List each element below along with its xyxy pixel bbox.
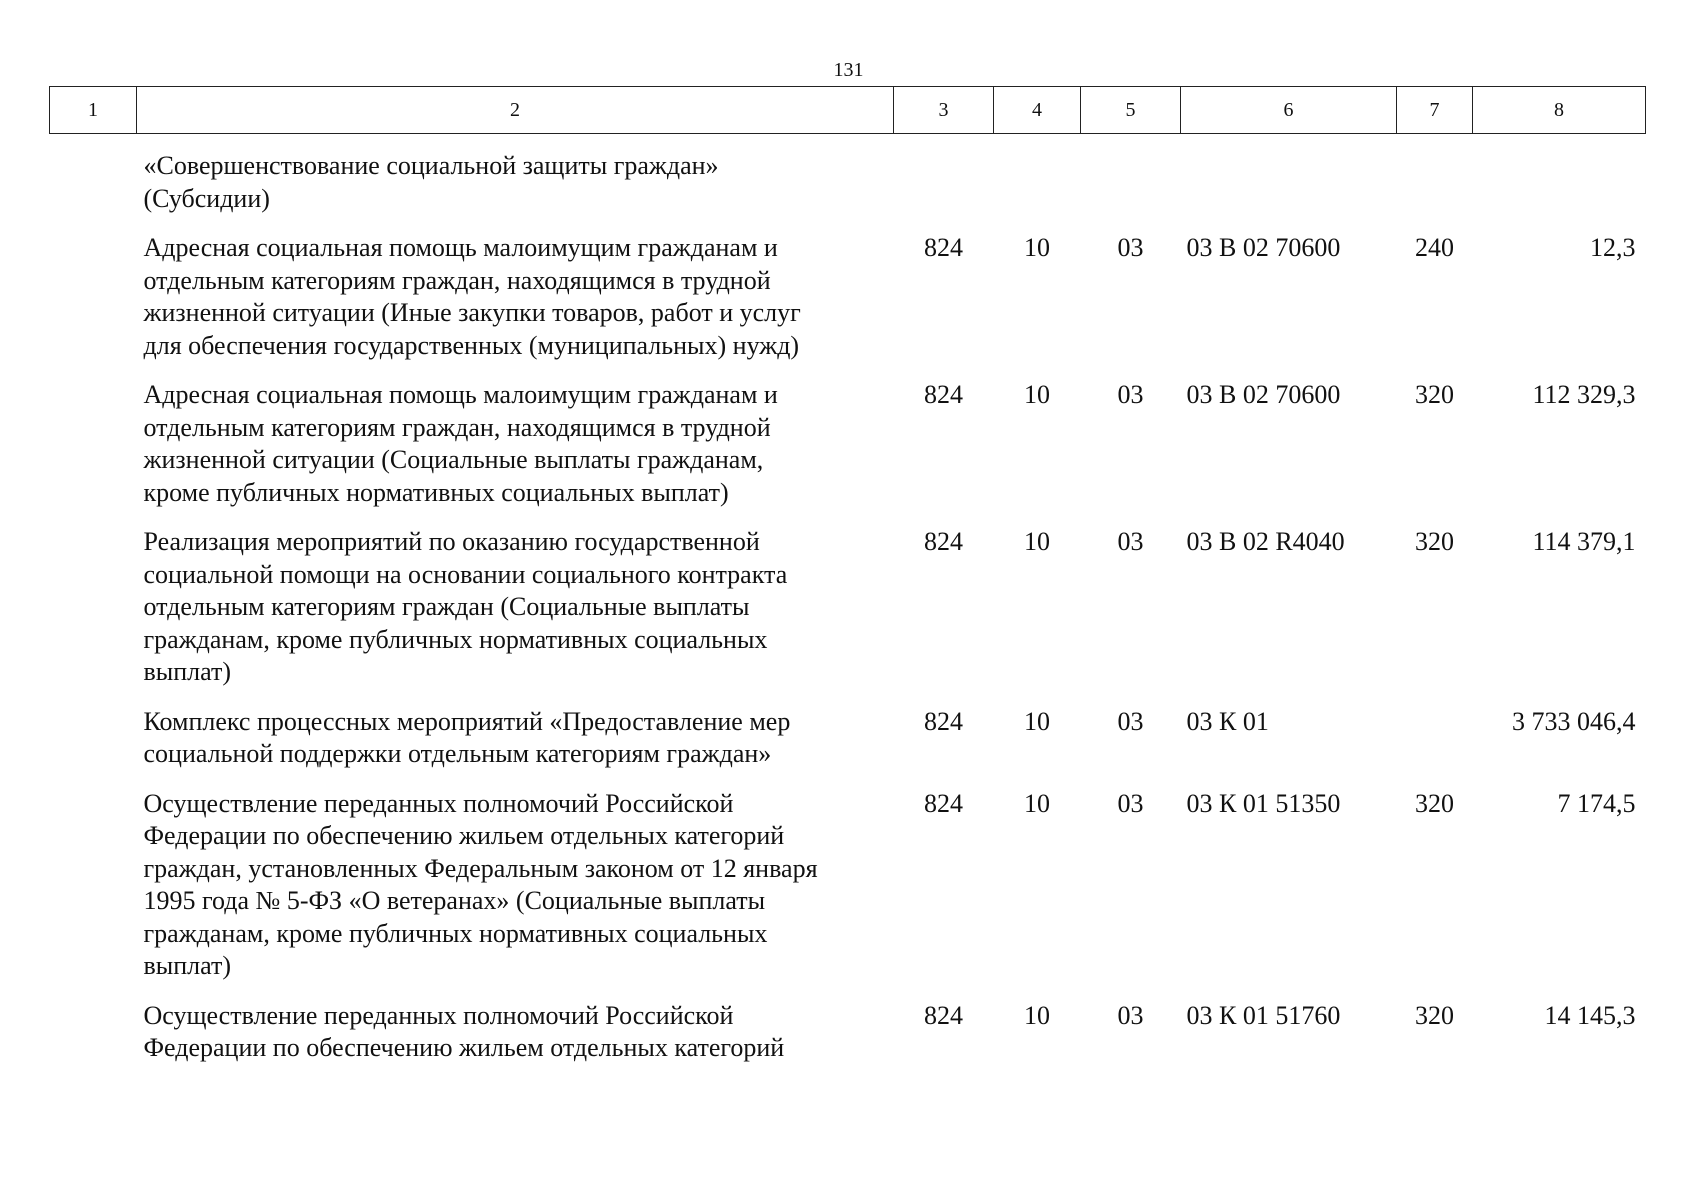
target-article-cell: 03 К 01 51350 xyxy=(1186,788,1341,818)
row-spacer-cell xyxy=(50,771,1646,788)
column-header-2: 2 xyxy=(137,87,894,134)
section-code-cell: 10 xyxy=(1024,788,1050,818)
ministry-code-cell: 824 xyxy=(924,1000,963,1030)
table-row xyxy=(50,379,1646,509)
subsection-code-cell: 03 xyxy=(1117,706,1144,736)
subsection-code-cell xyxy=(1081,150,1181,215)
description-line: жизненной ситуации (Социальные выплаты гражданам, xyxy=(143,445,764,474)
description-line: Адресная социальная помощь малоимущим гражданам и xyxy=(143,233,778,262)
target-article-cell: 03 В 02 70600 xyxy=(1186,233,1341,262)
subsection-code-cell: 03 xyxy=(1117,1000,1144,1030)
table-row xyxy=(50,232,1646,362)
expense-type-cell xyxy=(1397,150,1473,215)
column-header-4: 4 xyxy=(994,87,1081,134)
expense-type-cell: 240 xyxy=(1415,233,1454,262)
target-article-cell: 03 К 01 51760 xyxy=(1186,1000,1341,1030)
description-line: «Совершенствование социальной защиты граждан» xyxy=(143,151,719,180)
row-spacer xyxy=(50,509,1646,526)
description-line: социальной поддержки отдельным категориям граждан» xyxy=(143,739,772,768)
section-code-cell: 10 xyxy=(1024,527,1050,556)
amount-cell: 112 329,3 xyxy=(1532,380,1636,409)
ministry-code-cell: 824 xyxy=(924,233,963,262)
table-row xyxy=(50,1000,1646,1065)
description-line: 1995 года № 5-ФЗ «О ветеранах» (Социальные выплаты xyxy=(143,886,766,915)
page-number: 131 xyxy=(833,59,864,81)
row-spacer-cell xyxy=(50,689,1646,706)
row-description xyxy=(50,232,894,362)
column-header-1: 1 xyxy=(50,87,137,134)
expense-type-cell: 320 xyxy=(1415,788,1454,818)
row-description xyxy=(50,1000,894,1065)
subsection-code-cell: 03 xyxy=(1117,233,1144,262)
target-article-cell: 03 В 02 R4040 xyxy=(1186,527,1345,556)
amount-cell: 3 733 046,4 xyxy=(1512,706,1636,736)
budget-table xyxy=(49,86,1646,1065)
column-header-6: 6 xyxy=(1181,87,1397,134)
description-line: для обеспечения государственных (муниципальных) нужд) xyxy=(143,330,800,360)
row-description xyxy=(50,150,894,215)
table-row xyxy=(50,788,1646,983)
target-article-cell xyxy=(1181,150,1397,215)
subsection-code-cell: 03 xyxy=(1117,788,1144,818)
section-code-cell: 10 xyxy=(1024,706,1050,736)
description-line: отдельным категориям граждан, находящимся в трудной xyxy=(143,265,771,295)
column-header-8: 8 xyxy=(1473,87,1646,134)
description-line: кроме публичных нормативных социальных выплат) xyxy=(143,477,729,507)
description-line: Осуществление переданных полномочий Российской xyxy=(143,1000,734,1030)
description-line: жизненной ситуации (Иные закупки товаров, работ и услуг xyxy=(143,298,801,327)
table-row xyxy=(50,150,1646,215)
amount-cell: 114 379,1 xyxy=(1532,527,1636,556)
description-line: Адресная социальная помощь малоимущим гражданам и xyxy=(143,380,778,409)
description-line: гражданам, кроме публичных нормативных социальных xyxy=(143,624,768,654)
description-line: Федерации по обеспечению жильем отдельных категорий xyxy=(143,1033,785,1062)
row-description xyxy=(50,526,894,689)
subsection-code-cell: 03 xyxy=(1117,380,1144,409)
table-body xyxy=(50,134,1646,1065)
ministry-code-cell: 824 xyxy=(924,788,963,818)
description-line: Реализация мероприятий по оказанию государственной xyxy=(143,527,760,556)
description-line: социальной помощи на основании социального контракта xyxy=(143,559,788,589)
expense-type-cell: 320 xyxy=(1415,527,1454,556)
ministry-code-cell xyxy=(894,150,994,215)
section-code-cell xyxy=(994,150,1081,215)
row-description xyxy=(50,788,894,983)
target-article-cell: 03 К 01 xyxy=(1186,706,1269,736)
row-spacer xyxy=(50,134,1646,151)
column-header-7: 7 xyxy=(1397,87,1473,134)
description-line: (Субсидии) xyxy=(143,183,270,213)
section-code-cell: 10 xyxy=(1024,1000,1050,1030)
column-header-5: 5 xyxy=(1081,87,1181,134)
column-header-3: 3 xyxy=(894,87,994,134)
description-line: граждан, установленных Федеральным законом от 12 января xyxy=(143,853,818,883)
amount-cell xyxy=(1473,150,1646,215)
amount-cell: 7 174,5 xyxy=(1557,788,1636,818)
section-code-cell: 10 xyxy=(1024,380,1050,409)
description-line: выплат) xyxy=(143,657,232,686)
row-spacer-cell xyxy=(50,509,1646,526)
table-row xyxy=(50,526,1646,689)
row-description xyxy=(50,706,894,771)
amount-cell: 12,3 xyxy=(1590,233,1636,262)
ministry-code-cell: 824 xyxy=(924,527,963,556)
description-line: отдельным категориям граждан, находящимся в трудной xyxy=(143,412,771,442)
row-spacer xyxy=(50,215,1646,232)
column-number-header xyxy=(50,87,1646,134)
description-line: Федерации по обеспечению жильем отдельных категорий xyxy=(143,821,785,850)
expense-type-cell: 320 xyxy=(1415,1000,1454,1030)
ministry-code-cell: 824 xyxy=(924,380,963,409)
row-spacer-cell xyxy=(50,134,1646,151)
description-line: Комплекс процессных мероприятий «Предоставление мер xyxy=(143,706,791,736)
description-line: Осуществление переданных полномочий Российской xyxy=(143,788,734,818)
expense-type-cell: 320 xyxy=(1415,380,1454,409)
subsection-code-cell: 03 xyxy=(1117,527,1144,556)
row-spacer xyxy=(50,362,1646,379)
row-spacer-cell xyxy=(50,983,1646,1000)
target-article-cell: 03 В 02 70600 xyxy=(1186,380,1341,409)
description-line: отдельным категориям граждан (Социальные выплаты xyxy=(143,592,750,621)
row-spacer xyxy=(50,689,1646,706)
row-spacer xyxy=(50,771,1646,788)
amount-cell: 14 145,3 xyxy=(1544,1000,1636,1030)
row-spacer-cell xyxy=(50,362,1646,379)
row-spacer xyxy=(50,983,1646,1000)
ministry-code-cell: 824 xyxy=(924,706,963,736)
description-line: выплат) xyxy=(143,951,232,980)
table-row xyxy=(50,706,1646,771)
row-spacer-cell xyxy=(50,215,1646,232)
expense-type-cell xyxy=(1397,706,1473,771)
description-line: гражданам, кроме публичных нормативных социальных xyxy=(143,918,768,948)
row-description xyxy=(50,379,894,509)
section-code-cell: 10 xyxy=(1024,233,1050,262)
